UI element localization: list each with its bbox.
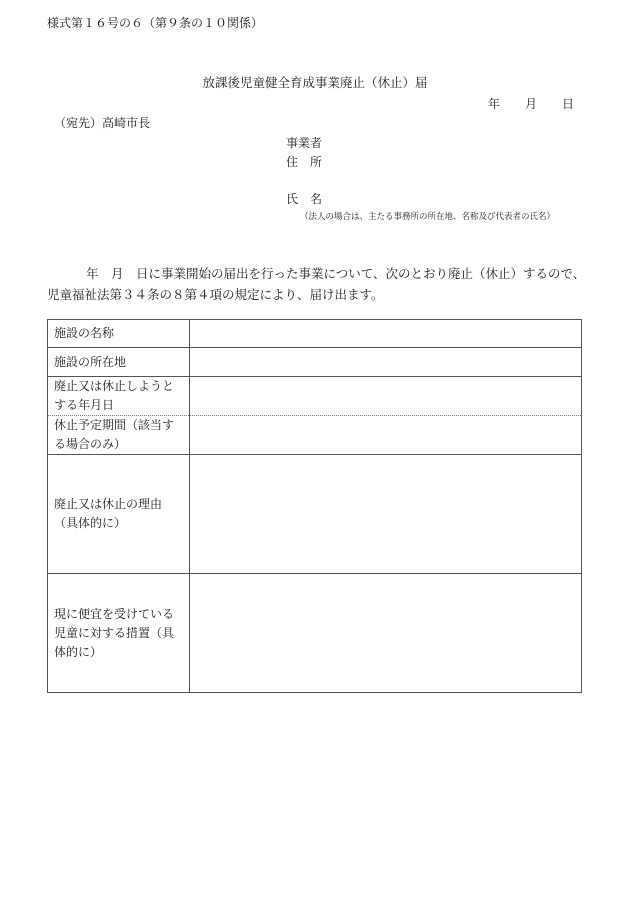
table-row bbox=[48, 574, 582, 693]
reporter-name-label: 氏 名 bbox=[286, 192, 323, 206]
form-number: 様式第１６号の６（第９条の１０関係） bbox=[47, 16, 264, 30]
date-day-label: 日 bbox=[562, 97, 575, 111]
reporter-address-label: 住 所 bbox=[286, 155, 323, 169]
body-text-line-1: 年 月 日に事業開始の届出を行った事業について、次のとおり廃止（休止）するので、 bbox=[86, 266, 586, 281]
facility-location-label: 施設の所在地 bbox=[48, 348, 190, 377]
facility-location-field[interactable] bbox=[190, 348, 582, 377]
facility-name-field[interactable] bbox=[190, 320, 582, 348]
facility-info-table bbox=[47, 319, 582, 693]
table-row bbox=[48, 377, 582, 416]
date-month-label: 月 bbox=[525, 97, 538, 111]
table-row bbox=[48, 455, 582, 574]
table-row bbox=[48, 416, 582, 455]
closure-reason-field[interactable] bbox=[190, 455, 582, 574]
document-title: 放課後児童健全育成事業廃止（休止）届 bbox=[202, 75, 428, 90]
body-text-line-2: 児童福祉法第３４条の８第４項の規定により、届け出ます。 bbox=[47, 287, 384, 302]
table-row bbox=[48, 320, 582, 348]
child-measures-field[interactable] bbox=[190, 574, 582, 693]
suspension-period-field[interactable] bbox=[190, 416, 582, 455]
suspension-period-label: 休止予定期間（該当する場合のみ） bbox=[48, 416, 190, 455]
corporation-note: （法人の場合は、主たる事務所の所在地、名称及び代表者の氏名） bbox=[300, 212, 556, 222]
closure-date-label: 廃止又は休止しようとする年月日 bbox=[48, 377, 190, 416]
closure-reason-label: 廃止又は休止の理由（具体的に） bbox=[48, 455, 190, 574]
closure-date-field[interactable] bbox=[190, 377, 582, 416]
reporter-label: 事業者 bbox=[286, 136, 323, 150]
table-row bbox=[48, 348, 582, 377]
facility-name-label: 施設の名称 bbox=[48, 320, 190, 348]
date-year-label: 年 bbox=[488, 97, 501, 111]
child-measures-label: 現に便宜を受けている児童に対する措置（具体的に） bbox=[48, 574, 190, 693]
addressee: （宛先）高崎市長 bbox=[54, 116, 151, 130]
